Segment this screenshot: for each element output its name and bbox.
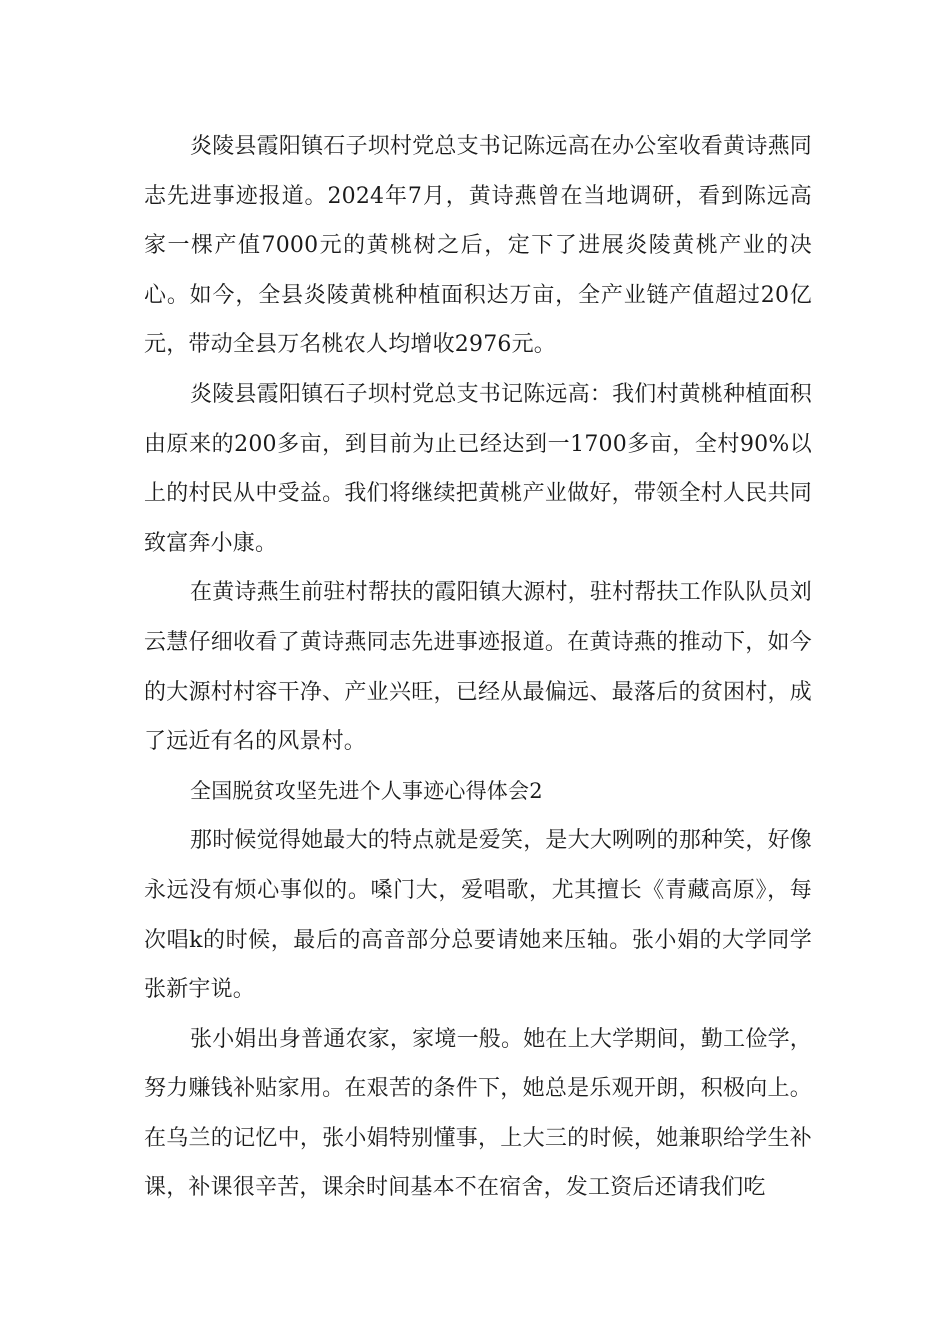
paragraph-1: 炎陵县霞阳镇石子坝村党总支书记陈远高在办公室收看黄诗燕同志先进事迹报道。2024年7月，黄诗燕曾在当地调研，看到陈远高家一棵产值7000元的黄桃树之后，定下了进展炎陵黄桃产业的决心。如今，全县炎陵黄桃种植面积达万亩，全产业链产值超过20亿元，带动全县万名桃农人均增收2976元。 [144,134,812,358]
paragraph-5: 张小娟出身普通农家，家境一般。她在上大学期间，勤工俭学，努力赚钱补贴家用。在艰苦的条件下，她总是乐观开朗，积极向上。在乌兰的记忆中，张小娟特别懂事，上大三的时候，她兼职给学生补课，补课很辛苦，课余时间基本不在宿舍，发工资后还请我们吃 [144,1026,812,1201]
paragraph-2: 炎陵县霞阳镇石子坝村党总支书记陈远高：我们村黄桃种植面积由原来的200多亩，到目前为止已经达到一1700多亩，全村90%以上的村民从中受益。我们将继续把黄桃产业做好，带领全村人民共同致富奔小康。 [144,381,812,556]
paragraph-3: 在黄诗燕生前驻村帮扶的霞阳镇大源村，驻村帮扶工作队队员刘云慧仔细收看了黄诗燕同志先进事迹报道。在黄诗燕的推动下，如今的大源村村容干净、产业兴旺，已经从最偏远、最落后的贫困村，成了远近有名的风景村。 [144,580,812,755]
document-body [144,122,812,1213]
section-title: 全国脱贫攻坚先进个人事迹心得体会2 [190,778,543,803]
paragraph-4: 那时候觉得她最大的特点就是爱笑，是大大咧咧的那种笑，好像永远没有烦心事似的。嗓门大，爱唱歌，尤其擅长《青藏高原》，每次唱k的时候，最后的高音部分总要请她来压轴。张小娟的大学同学张新宇说。 [144,828,812,1003]
